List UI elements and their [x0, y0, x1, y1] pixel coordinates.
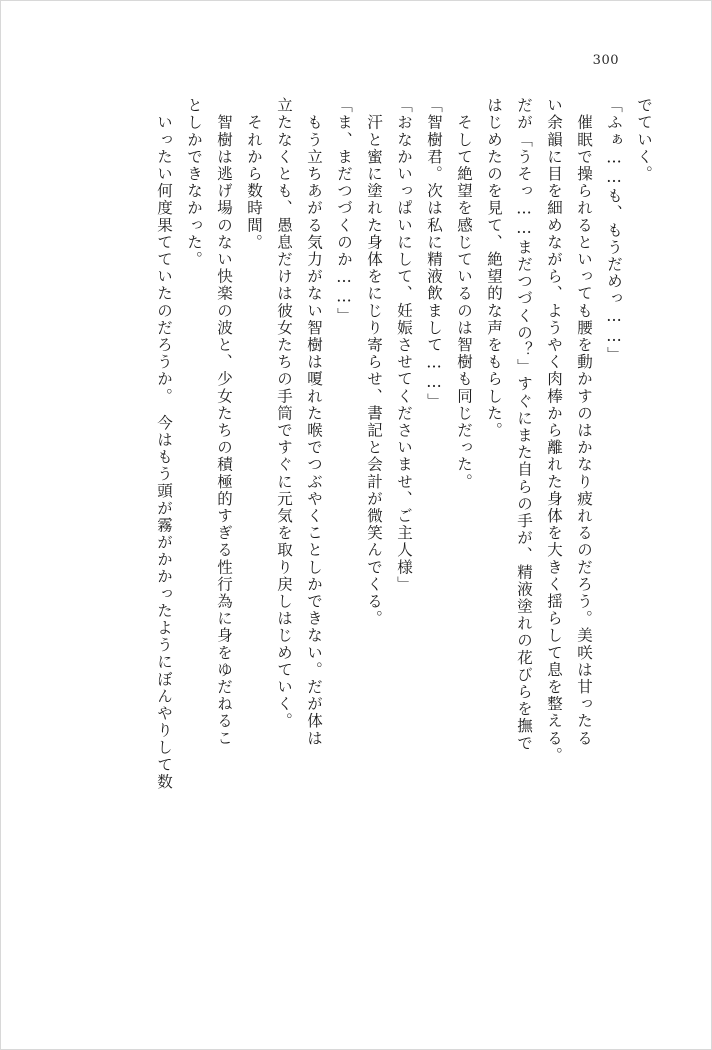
text-column: でていく。 [635, 97, 653, 183]
text-column: それから数時間。 [245, 97, 263, 251]
text-column: 「ま、まだつづくのか……」 [335, 97, 353, 325]
text-column: 智樹は逃げ場のない快楽の波と、少女たちの積極的すぎる性行為に身をゆだねるこ [215, 97, 233, 747]
text-column: としかできなかった。 [185, 97, 203, 268]
page-number: 300 [592, 53, 619, 68]
text-column: 「智樹君。次は私に精液飲まして……」 [425, 97, 443, 410]
text-column: 「ふぁ……も、もうだめっ……」 [605, 97, 623, 364]
text-column: もう立ちあがる気力がない智樹は嗄れた喉でつぶやくことしかできない。だが体は [305, 97, 323, 747]
text-column: 立たなくとも、愚息だけは彼女たちの手筒ですぐに元気を取り戻しはじめていく。 [275, 97, 293, 730]
text-column: そして絶望を感じているのは智樹も同じだった。 [455, 97, 473, 491]
vertical-text-body [65, 97, 651, 977]
text-column: いったい何度果てていたのだろうか。 今はもう頭が霧がかかったようにぼんやりして数 [155, 97, 173, 791]
text-column: 汗と蜜に塗れた身体をにじり寄らせ、書記と会計が微笑んでくる。 [365, 97, 383, 628]
text-column: 催眠で操られるといっても腰を動かすのはかなり疲れるのだろう。美咲は甘ったる [575, 97, 593, 747]
text-column: だが「うそっ……まだつづくの？」すぐにまた自らの手が、精液塗れの花びらを撫で [515, 97, 533, 752]
text-column: い余韻に目を細めながら、ようやく肉棒から離れた身体を大きく揺らして息を整える。 [545, 97, 563, 764]
text-column: 「おなかいっぱいにして、妊娠させてくださいませ、ご主人様」 [395, 97, 413, 593]
text-column: はじめたのを見て、絶望的な声をもらした。 [485, 97, 503, 439]
